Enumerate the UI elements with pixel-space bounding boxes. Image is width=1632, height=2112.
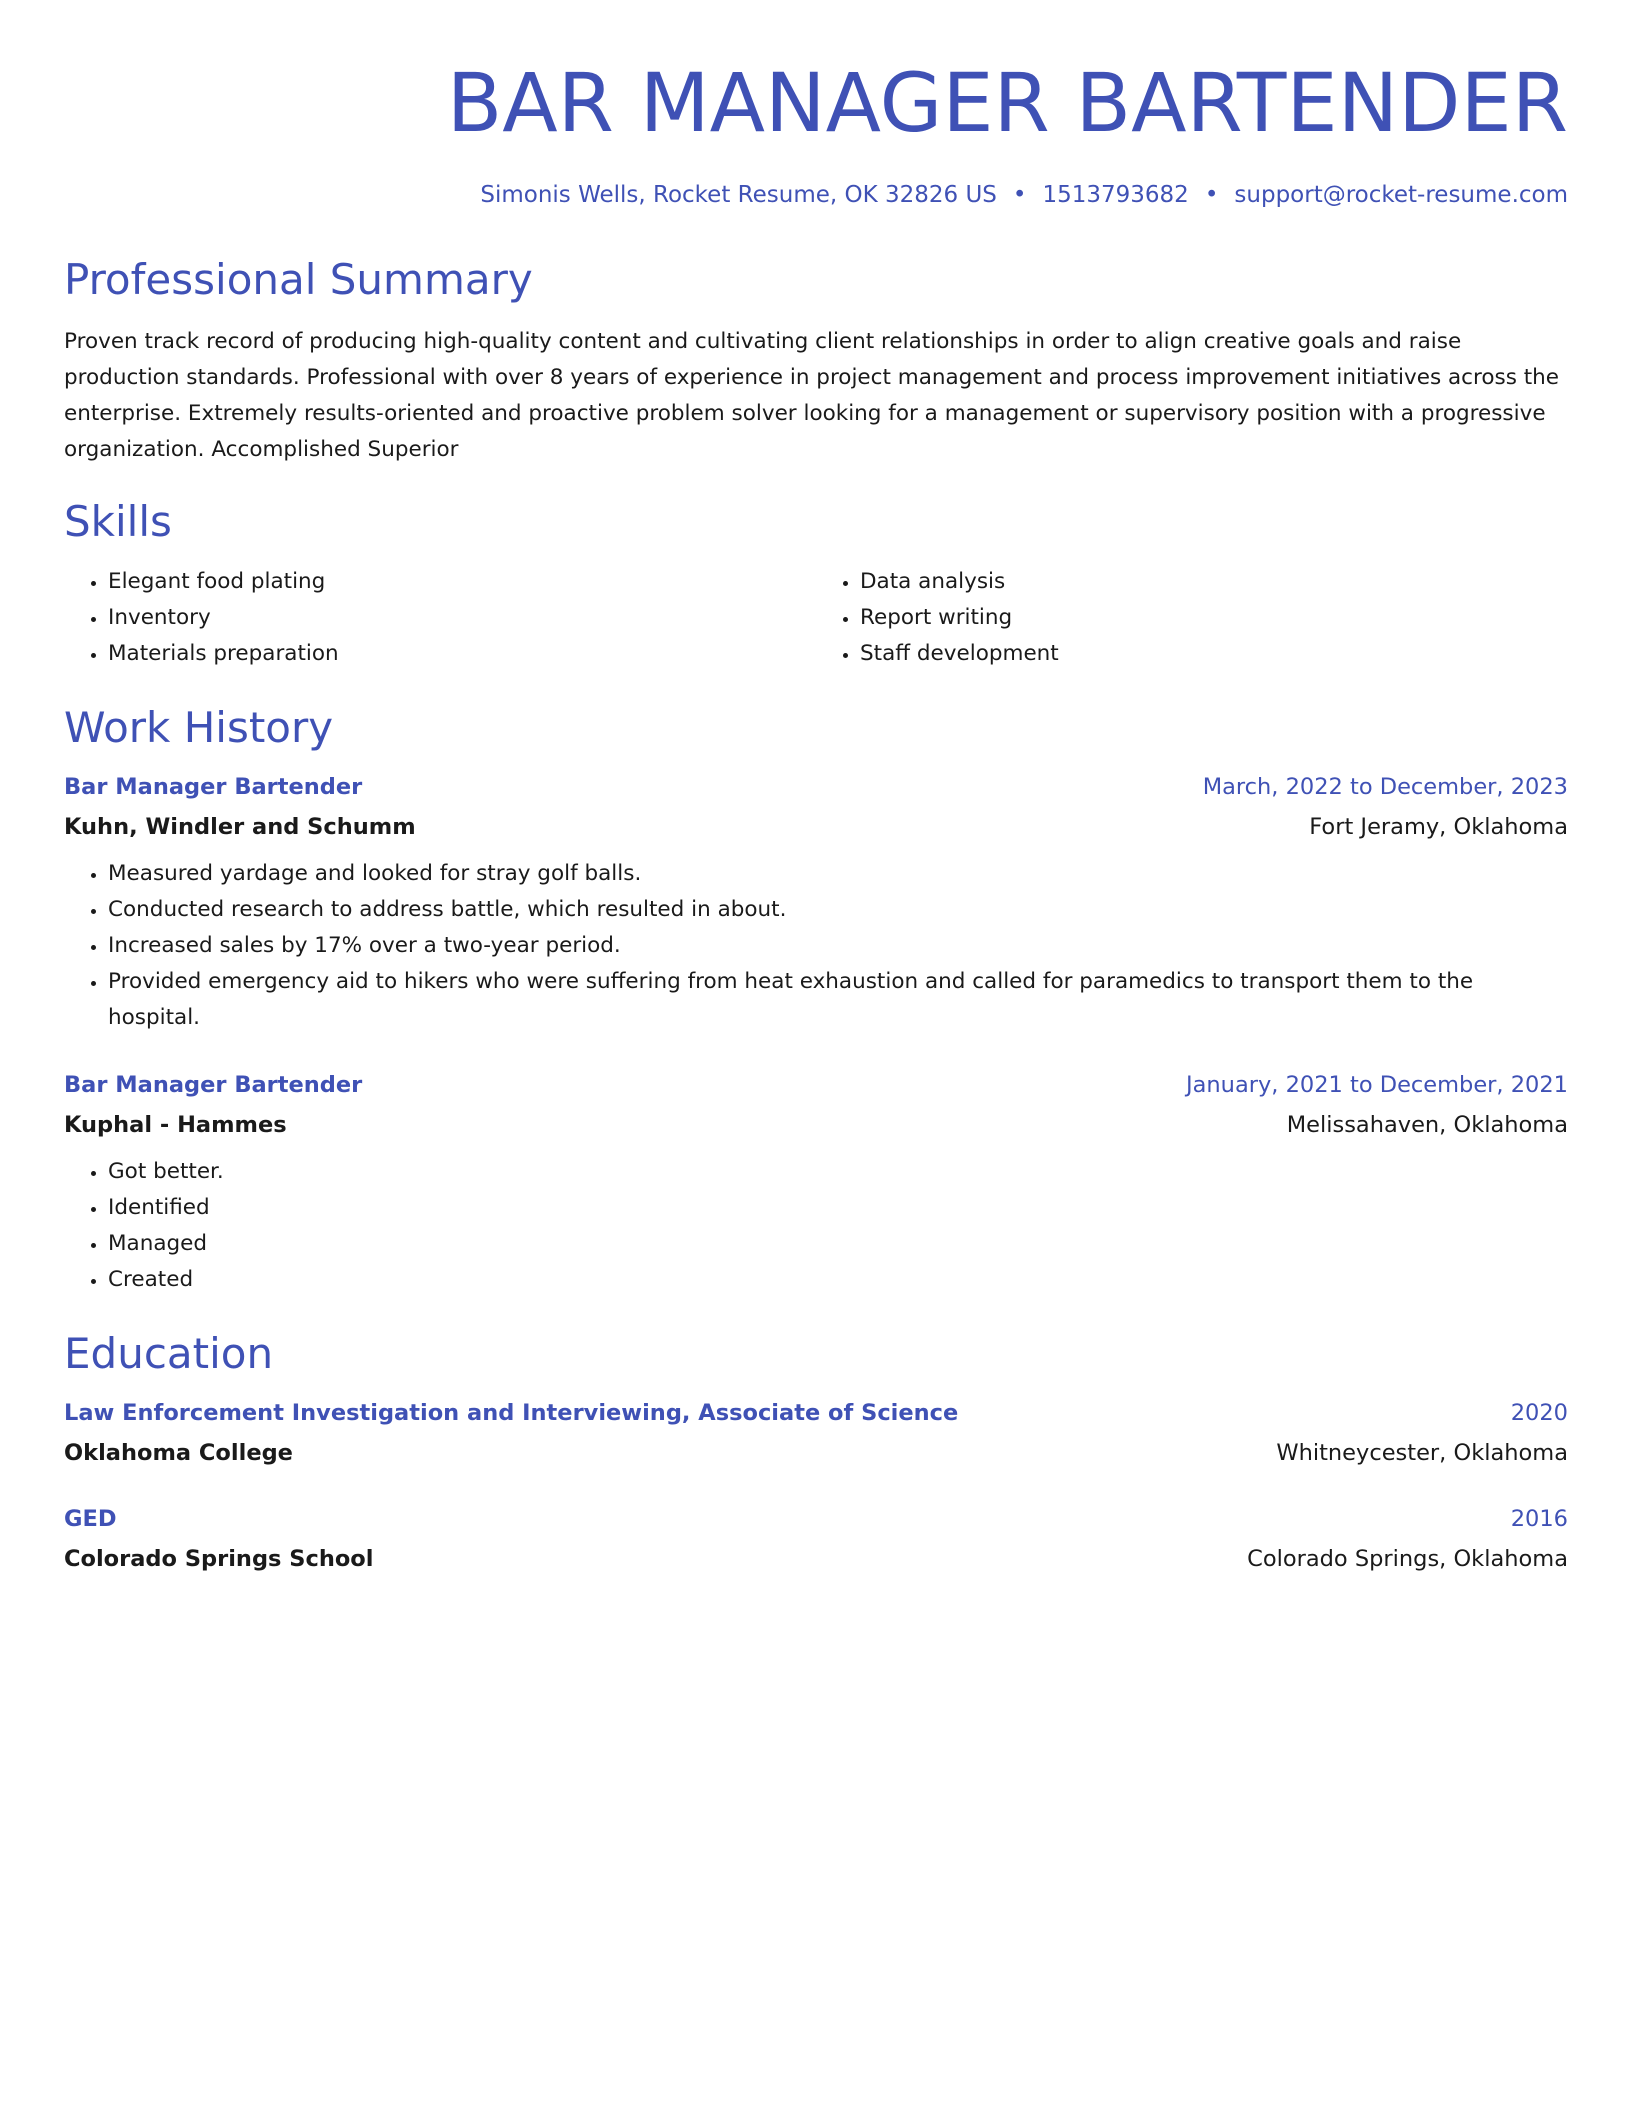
contact-separator: • xyxy=(1204,182,1219,208)
education-location: Colorado Springs, Oklahoma xyxy=(1247,1546,1568,1572)
job-dates: January, 2021 to December, 2021 xyxy=(1186,1072,1568,1098)
job-bullets xyxy=(64,856,1568,1036)
education-school: Oklahoma College xyxy=(64,1440,293,1466)
job-dates: March, 2022 to December, 2023 xyxy=(1202,774,1568,800)
job-bullet: • Conducted research to address battle, which resulted in about. xyxy=(108,892,1568,928)
job-entry xyxy=(64,1070,1568,1298)
job-bullet: • Got better. xyxy=(108,1154,1568,1190)
skill-item: • Report writing xyxy=(860,600,1568,636)
skills-heading: Skills xyxy=(64,497,172,546)
job-entry xyxy=(64,772,1568,1036)
job-bullet: • Increased sales by 17% over a two-year period. xyxy=(108,928,1568,964)
job-company: Kuphal - Hammes xyxy=(64,1112,287,1138)
education-degree: GED xyxy=(64,1506,117,1532)
skill-item: • Inventory xyxy=(108,600,816,636)
skill-item: • Elegant food plating xyxy=(108,564,816,600)
job-location: Melissahaven, Oklahoma xyxy=(1286,1112,1568,1138)
education-heading: Education xyxy=(64,1329,274,1378)
job-bullets xyxy=(64,1154,1568,1298)
contact-email: support@rocket-resume.com xyxy=(1234,182,1568,208)
job-title: Bar Manager Bartender xyxy=(64,774,363,800)
job-company: Kuhn, Windler and Schumm xyxy=(64,814,416,840)
education-year: 2020 xyxy=(1510,1400,1568,1426)
summary-heading: Professional Summary xyxy=(64,255,533,304)
work-history-heading: Work History xyxy=(64,703,334,752)
education-entry xyxy=(64,1504,1568,1574)
contact-phone: 1513793682 xyxy=(1042,182,1189,208)
education-school: Colorado Springs School xyxy=(64,1546,374,1572)
job-bullet: • Identified xyxy=(108,1190,1568,1226)
contact-line xyxy=(64,182,1568,208)
skill-item: • Materials preparation xyxy=(108,636,816,672)
job-bullet: • Measured yardage and looked for stray golf balls. xyxy=(108,856,1568,892)
job-bullet: • Provided emergency aid to hikers who were suffering from heat exhaustion and called for paramedics to transport them to the hospital. xyxy=(108,964,1568,1036)
job-bullet: • Created xyxy=(108,1262,1568,1298)
contact-address: Simonis Wells, Rocket Resume, OK 32826 US xyxy=(480,182,997,208)
skills-column-right xyxy=(816,564,1568,672)
skills-list xyxy=(64,564,1568,672)
summary-text: Proven track record of producing high-quality content and cultivating client relationships in order to align creative goals and raise production standards. Professional with over 8 years of experience in project management and process improvement initiatives across the enterprise. Extremely results-oriented and proactive problem solver looking for a management or supervisory position with a progressive organization. Accomplished Superior xyxy=(64,329,1560,462)
skill-item: • Staff development xyxy=(860,636,1568,672)
skill-item: • Data analysis xyxy=(860,564,1568,600)
skills-column-left xyxy=(64,564,816,672)
job-title: Bar Manager Bartender xyxy=(64,1072,363,1098)
education-year: 2016 xyxy=(1510,1506,1568,1532)
contact-separator: • xyxy=(1012,182,1027,208)
job-bullet: • Managed xyxy=(108,1226,1568,1262)
resume-title: BAR MANAGER BARTENDER xyxy=(446,57,1568,151)
job-location: Fort Jeramy, Oklahoma xyxy=(1309,814,1568,840)
education-degree: Law Enforcement Investigation and Interviewing, Associate of Science xyxy=(64,1400,959,1426)
education-entry xyxy=(64,1398,1568,1468)
education-location: Whitneycester, Oklahoma xyxy=(1276,1440,1568,1466)
